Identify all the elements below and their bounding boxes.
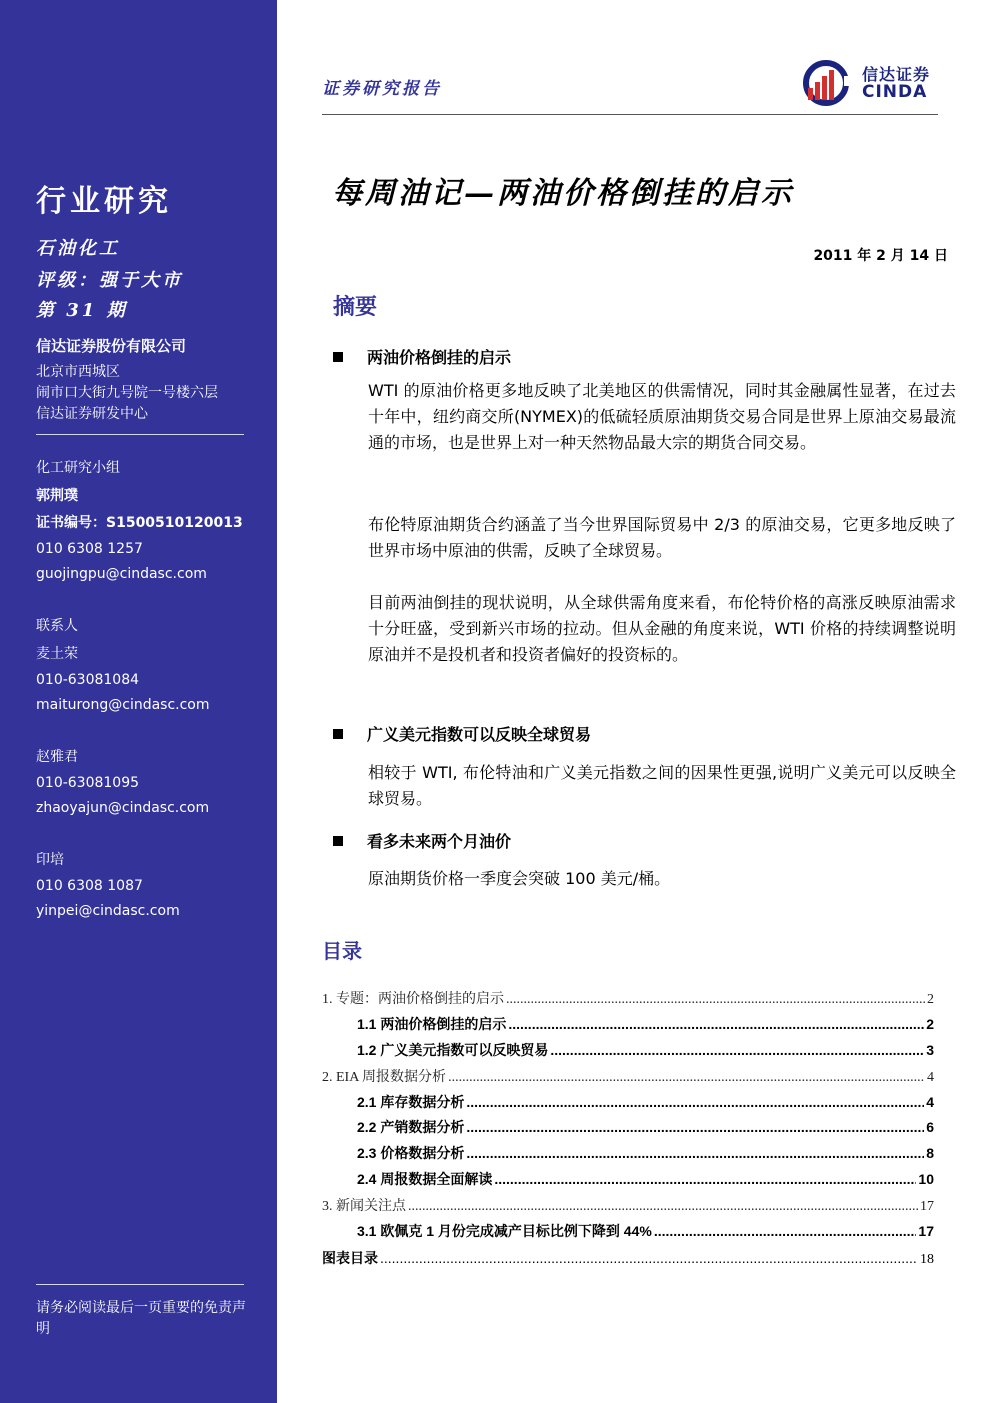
toc-entry[interactable] bbox=[357, 1221, 934, 1241]
toc-entry-label: 1. 专题：两油价格倒挂的启示 bbox=[322, 992, 504, 1007]
contact-phone: 010-63081084 bbox=[36, 672, 140, 688]
toc-leader bbox=[466, 1094, 924, 1110]
report-title: 每周油记—两油价格倒挂的启示 bbox=[332, 176, 794, 211]
toc-entry-label: 2.1 库存数据分析 bbox=[357, 1094, 465, 1110]
toc-entry[interactable] bbox=[357, 1117, 934, 1137]
research-group: 化工研究小组 bbox=[36, 460, 120, 476]
toc-leader bbox=[448, 1070, 925, 1086]
summary-bullet bbox=[333, 345, 511, 368]
toc-entry-label: 1.2 广义美元指数可以反映贸易 bbox=[357, 1042, 549, 1058]
contact-name: 麦土荣 bbox=[36, 646, 78, 662]
toc-page-number: 8 bbox=[926, 1145, 934, 1161]
toc-entry[interactable] bbox=[357, 1092, 934, 1112]
toc-entry[interactable] bbox=[357, 1169, 934, 1189]
toc-heading: 目录 bbox=[322, 939, 362, 963]
toc-page-number: 6 bbox=[926, 1119, 934, 1135]
company-name: 信达证券股份有限公司 bbox=[36, 337, 187, 355]
toc-entry-label: 2. EIA 周报数据分析 bbox=[322, 1070, 447, 1085]
toc-leader bbox=[550, 1042, 924, 1058]
department-label: 行业研究 bbox=[36, 184, 172, 219]
toc-page-number: 3 bbox=[926, 1042, 934, 1058]
toc-entry-label: 2.4 周报数据全面解读 bbox=[357, 1171, 493, 1187]
toc-leader bbox=[380, 1250, 918, 1266]
bullet-heading: 两油价格倒挂的启示 bbox=[367, 348, 512, 367]
logo-text-cn: 信达证券 bbox=[862, 65, 931, 84]
logo-text-en: CINDA bbox=[862, 82, 928, 102]
toc-leader bbox=[466, 1145, 924, 1161]
toc-page-number: 17 bbox=[920, 1199, 934, 1214]
toc-page-number: 4 bbox=[926, 1094, 934, 1110]
toc-entry-label: 3. 新闻关注点 bbox=[322, 1199, 406, 1214]
header-divider bbox=[322, 114, 938, 115]
cinda-logo bbox=[800, 58, 942, 106]
analyst-phone: 010 6308 1257 bbox=[36, 541, 143, 557]
toc-page-number: 2 bbox=[926, 1016, 934, 1032]
toc-entry[interactable] bbox=[357, 1040, 934, 1060]
toc-entry-label: 1.1 两油价格倒挂的启示 bbox=[357, 1016, 507, 1032]
contact-name: 赵雅君 bbox=[36, 749, 78, 765]
toc-page-number: 18 bbox=[920, 1252, 934, 1267]
sidebar-divider bbox=[36, 434, 244, 435]
summary-bullet bbox=[333, 829, 511, 852]
contact-email[interactable]: yinpei@cindasc.com bbox=[36, 903, 180, 919]
contact-phone: 010-63081095 bbox=[36, 775, 140, 791]
toc-entry[interactable] bbox=[357, 1014, 934, 1034]
contact-name: 印培 bbox=[36, 852, 64, 868]
toc-entry[interactable] bbox=[322, 1066, 934, 1086]
toc-entry[interactable] bbox=[322, 988, 934, 1008]
company-address bbox=[36, 362, 218, 425]
summary-paragraph: 布伦特原油期货合约涵盖了当今世界国际贸易中 2/3 的原油交易，它更多地反映了世界市场中原油的供需，反映了全球贸易。 bbox=[368, 515, 956, 560]
square-bullet-icon bbox=[333, 729, 343, 739]
sidebar-divider bbox=[36, 1284, 244, 1285]
toc-leader bbox=[466, 1119, 924, 1135]
toc-page-number: 10 bbox=[918, 1171, 934, 1187]
toc-entry-label: 3.1 欧佩克 1 月份完成减产目标比例下降到 44% bbox=[357, 1223, 652, 1239]
toc-entry-label: 2.2 产销数据分析 bbox=[357, 1119, 465, 1135]
summary-paragraph: 原油期货价格一季度会突破 100 美元/桶。 bbox=[368, 869, 671, 888]
summary-paragraph: 目前两油倒挂的现状说明，从全球供需角度来看，布伦特价格的高涨反映原油需求十分旺盛，受到新兴市场的拉动。但从金融的角度来说，WTI 价格的持续调整说明原油并不是投机者和投资者偏好的投资标的。 bbox=[368, 593, 956, 664]
summary-bullet bbox=[333, 722, 591, 745]
sector-label: 石油化工 bbox=[36, 238, 120, 259]
toc-entry[interactable] bbox=[322, 1195, 934, 1215]
toc-entry-label: 图表目录 bbox=[322, 1250, 378, 1266]
toc-page-number: 4 bbox=[927, 1070, 934, 1085]
toc-entry-label: 2.3 价格数据分析 bbox=[357, 1145, 465, 1161]
toc-leader bbox=[408, 1199, 918, 1215]
toc-leader bbox=[654, 1223, 917, 1239]
disclaimer-note: 请务必阅读最后一页重要的免责声明 bbox=[36, 1300, 246, 1337]
analyst-name: 郭荆璞 bbox=[36, 488, 78, 504]
toc-page-number: 17 bbox=[918, 1223, 934, 1239]
issue-label: 第 31 期 bbox=[36, 300, 128, 321]
report-type: 证券研究报告 bbox=[322, 79, 442, 99]
contact-email[interactable]: maiturong@cindasc.com bbox=[36, 697, 210, 713]
analyst-email[interactable]: guojingpu@cindasc.com bbox=[36, 566, 207, 582]
toc-leader bbox=[494, 1171, 916, 1187]
square-bullet-icon bbox=[333, 836, 343, 846]
rating-label: 评级：强于大市 bbox=[36, 270, 183, 291]
contacts-title: 联系人 bbox=[36, 618, 78, 634]
report-date: 2011 年 2 月 14 日 bbox=[813, 248, 948, 264]
toc-page-number: 2 bbox=[927, 992, 934, 1007]
square-bullet-icon bbox=[333, 352, 343, 362]
summary-paragraph: 相较于 WTI, 布伦特油和广义美元指数之间的因果性更强,说明广义美元可以反映全球贸易。 bbox=[368, 763, 956, 808]
summary-paragraph: WTI 的原油价格更多地反映了北美地区的供需情况，同时其金融属性显著，在过去十年中，纽约商交所(NYMEX)的低硫轻质原油期货交易合同是世界上原油交易最流通的市场，也是世界上对一种天然物品最大宗的期货合同交易。 bbox=[368, 381, 956, 452]
toc-leader bbox=[506, 992, 925, 1008]
bullet-heading: 广义美元指数可以反映全球贸易 bbox=[367, 725, 592, 744]
toc-entry[interactable] bbox=[357, 1143, 934, 1163]
address-line: 北京市西城区 bbox=[36, 364, 120, 380]
summary-heading: 摘要 bbox=[333, 295, 378, 320]
address-line: 信达证券研发中心 bbox=[36, 406, 148, 422]
contact-phone: 010 6308 1087 bbox=[36, 878, 143, 894]
contact-email[interactable]: zhaoyajun@cindasc.com bbox=[36, 800, 210, 816]
sidebar bbox=[0, 0, 277, 1403]
analyst-cert: 证书编号：S1500510120013 bbox=[36, 515, 243, 531]
toc-entry[interactable] bbox=[322, 1248, 934, 1268]
bullet-heading: 看多未来两个月油价 bbox=[367, 832, 512, 851]
address-line: 闹市口大街九号院一号楼六层 bbox=[36, 385, 218, 401]
toc-leader bbox=[508, 1016, 924, 1032]
cinda-logo-icon bbox=[800, 58, 858, 106]
